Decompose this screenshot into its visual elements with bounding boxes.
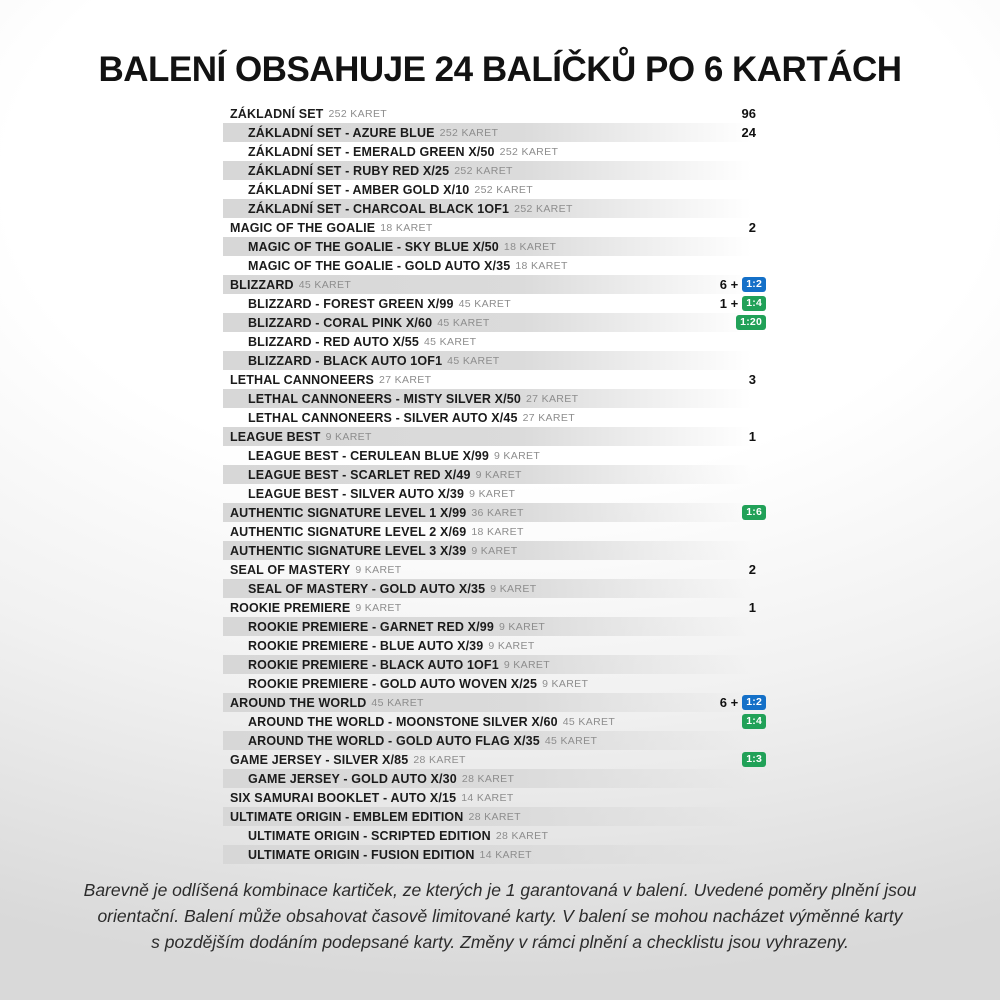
set-name: AUTHENTIC SIGNATURE LEVEL 3 X/39	[230, 543, 467, 558]
quantity-value: 2	[748, 220, 756, 235]
card-count: 28 KARET	[461, 772, 515, 785]
set-name: BLIZZARD - FOREST GREEN X/99	[248, 296, 454, 311]
set-name: LEAGUE BEST - CERULEAN BLUE X/99	[248, 448, 489, 463]
card-count: 9 KARET	[498, 620, 546, 633]
set-name: AROUND THE WORLD - MOONSTONE SILVER X/60	[248, 714, 558, 729]
card-count: 45 KARET	[371, 696, 424, 709]
table-row	[223, 579, 768, 598]
footnote	[0, 877, 1000, 955]
card-count: 9 KARET	[475, 468, 522, 481]
card-count: 9 KARET	[490, 582, 537, 595]
set-name: ZÁKLADNÍ SET - RUBY RED X/25	[248, 163, 450, 178]
card-count: 9 KARET	[493, 449, 541, 462]
pack-quantity	[742, 752, 768, 767]
set-name: LEAGUE BEST	[230, 429, 321, 444]
card-count: 45 KARET	[562, 715, 616, 728]
table-row	[223, 484, 768, 503]
pack-quantity	[742, 714, 768, 729]
pack-quantity	[749, 600, 768, 615]
pack-quantity	[720, 277, 768, 292]
card-count: 18 KARET	[471, 525, 524, 538]
table-row	[223, 427, 768, 446]
table-row	[223, 294, 768, 313]
card-count: 45 KARET	[298, 278, 352, 291]
card-count: 9 KARET	[488, 639, 535, 652]
pack-quantity	[742, 505, 768, 520]
footnote-line-3: s pozdějším dodáním podepsané karty. Změny v rámci plnění a checklistu jsou vyhrazeny.	[151, 932, 849, 952]
set-name: ROOKIE PREMIERE - GOLD AUTO WOVEN X/25	[248, 676, 538, 691]
table-row	[223, 807, 768, 826]
table-row	[223, 332, 768, 351]
table-row	[223, 674, 768, 693]
table-row	[223, 408, 768, 427]
card-count: 252 KARET	[439, 126, 499, 139]
card-count: 14 KARET	[479, 848, 532, 861]
set-name: ZÁKLADNÍ SET - AMBER GOLD X/10	[248, 182, 470, 197]
card-count: 45 KARET	[423, 335, 477, 348]
set-name: GAME JERSEY - SILVER X/85	[230, 752, 409, 767]
table-row	[223, 503, 768, 522]
ratio-badge: 1:6	[742, 505, 766, 520]
table-row	[223, 104, 768, 123]
card-count: 9 KARET	[471, 544, 518, 557]
card-count: 14 KARET	[461, 791, 514, 804]
set-name: BLIZZARD	[230, 277, 294, 292]
set-name: ZÁKLADNÍ SET	[230, 106, 324, 121]
set-name: AROUND THE WORLD - GOLD AUTO FLAG X/35	[248, 733, 540, 748]
card-count: 18 KARET	[515, 259, 568, 272]
card-count: 27 KARET	[522, 411, 575, 424]
ratio-badge: 1:4	[742, 296, 766, 311]
table-row	[223, 845, 768, 864]
set-name: BLIZZARD - CORAL PINK X/60	[248, 315, 433, 330]
table-row	[223, 161, 768, 180]
card-count: 27 KARET	[379, 373, 432, 386]
card-count: 45 KARET	[458, 297, 512, 310]
card-count: 252 KARET	[328, 107, 388, 120]
quantity-value: 24	[741, 125, 756, 140]
quantity-value: 2	[748, 562, 756, 577]
set-name: LEAGUE BEST - SCARLET RED X/49	[248, 467, 471, 482]
table-row	[223, 617, 768, 636]
ratio-badge: 1:2	[742, 695, 766, 710]
checklist	[223, 104, 768, 864]
set-name: MAGIC OF THE GOALIE	[230, 220, 376, 235]
quantity-value: 3	[748, 372, 756, 387]
table-row	[223, 541, 768, 560]
table-row	[223, 598, 768, 617]
card-count: 45 KARET	[544, 734, 598, 747]
card-count: 252 KARET	[474, 183, 534, 196]
ratio-badge: 1:3	[742, 752, 766, 767]
quantity-value: 1	[748, 600, 756, 615]
card-count: 9 KARET	[503, 658, 551, 671]
set-name: LETHAL CANNONEERS	[230, 372, 374, 387]
set-name: GAME JERSEY - GOLD AUTO X/30	[248, 771, 457, 786]
set-name: ROOKIE PREMIERE	[230, 600, 351, 615]
footnote-line-1: Barevně je odlíšená kombinace kartiček, ze kterých je 1 garantovaná v balení. Uvedené poměry plnění jsou	[83, 880, 917, 900]
table-row	[223, 655, 768, 674]
table-row	[223, 788, 768, 807]
footnote-line-2: orientační. Balení může obsahovat časově limitované karty. V balení se mohou nacházet výměnné karty	[97, 906, 903, 926]
set-name: SIX SAMURAI BOOKLET - AUTO X/15	[230, 790, 457, 805]
quantity-value: 96	[741, 106, 756, 121]
set-name: AUTHENTIC SIGNATURE LEVEL 1 X/99	[230, 505, 467, 520]
pack-quantity	[720, 695, 768, 710]
pack-quantity	[742, 125, 768, 140]
pack-quantity	[749, 220, 768, 235]
card-count: 45 KARET	[437, 316, 490, 329]
quantity-value: 1	[748, 429, 756, 444]
table-row	[223, 731, 768, 750]
table-row	[223, 123, 768, 142]
card-count: 9 KARET	[355, 563, 402, 576]
card-count: 252 KARET	[514, 202, 573, 215]
table-row	[223, 237, 768, 256]
card-count: 9 KARET	[355, 601, 402, 614]
set-name: BLIZZARD - BLACK AUTO 1OF1	[248, 353, 443, 368]
pack-quantity	[736, 315, 768, 330]
table-row	[223, 636, 768, 655]
table-row	[223, 465, 768, 484]
table-row	[223, 313, 768, 332]
card-count: 36 KARET	[471, 506, 524, 519]
table-row	[223, 256, 768, 275]
set-name: MAGIC OF THE GOALIE - GOLD AUTO X/35	[248, 258, 511, 273]
table-row	[223, 522, 768, 541]
card-count: 18 KARET	[380, 221, 433, 234]
set-name: AUTHENTIC SIGNATURE LEVEL 2 X/69	[230, 524, 467, 539]
set-name: LEAGUE BEST - SILVER AUTO X/39	[248, 486, 465, 501]
quantity-value: 6 +	[719, 695, 739, 710]
table-row	[223, 275, 768, 294]
card-count: 252 KARET	[499, 145, 559, 158]
set-name: ULTIMATE ORIGIN - FUSION EDITION	[248, 847, 475, 862]
set-name: LETHAL CANNONEERS - MISTY SILVER X/50	[248, 391, 521, 406]
quantity-value: 6 +	[719, 277, 739, 292]
table-row	[223, 370, 768, 389]
card-count: 28 KARET	[468, 810, 521, 823]
pack-quantity	[742, 106, 768, 121]
set-name: ZÁKLADNÍ SET - AZURE BLUE	[248, 125, 435, 140]
table-row	[223, 769, 768, 788]
set-name: LETHAL CANNONEERS - SILVER AUTO X/45	[248, 410, 518, 425]
set-name: ZÁKLADNÍ SET - EMERALD GREEN X/50	[248, 144, 495, 159]
table-row	[223, 351, 768, 370]
table-row	[223, 142, 768, 161]
set-name: ULTIMATE ORIGIN - SCRIPTED EDITION	[248, 828, 491, 843]
table-row	[223, 446, 768, 465]
table-row	[223, 826, 768, 845]
set-name: ROOKIE PREMIERE - GARNET RED X/99	[248, 619, 494, 634]
card-count: 27 KARET	[525, 392, 579, 405]
set-name: ROOKIE PREMIERE - BLACK AUTO 1OF1	[248, 657, 499, 672]
card-count: 9 KARET	[469, 487, 516, 500]
card-count: 9 KARET	[542, 677, 589, 690]
table-row	[223, 693, 768, 712]
set-name: SEAL OF MASTERY	[230, 562, 351, 577]
set-name: ZÁKLADNÍ SET - CHARCOAL BLACK 1OF1	[248, 201, 510, 216]
card-count: 252 KARET	[454, 164, 513, 177]
page-title: BALENÍ OBSAHUJE 24 BALÍČKŮ PO 6 KARTÁCH	[98, 50, 902, 89]
card-count: 45 KARET	[447, 354, 500, 367]
table-row	[223, 712, 768, 731]
pack-quantity	[749, 562, 768, 577]
pack-quantity	[749, 372, 768, 387]
quantity-value: 1 +	[719, 296, 739, 311]
set-name: SEAL OF MASTERY - GOLD AUTO X/35	[248, 581, 486, 596]
card-count: 9 KARET	[325, 430, 372, 443]
set-name: ULTIMATE ORIGIN - EMBLEM EDITION	[230, 809, 464, 824]
card-count: 28 KARET	[495, 829, 549, 842]
ratio-badge: 1:4	[742, 714, 766, 729]
ratio-badge: 1:2	[742, 277, 766, 292]
set-name: MAGIC OF THE GOALIE - SKY BLUE X/50	[248, 239, 499, 254]
pack-quantity	[749, 429, 768, 444]
table-row	[223, 389, 768, 408]
table-row	[223, 560, 768, 579]
table-row	[223, 750, 768, 769]
table-row	[223, 199, 768, 218]
card-count: 18 KARET	[503, 240, 557, 253]
set-name: AROUND THE WORLD	[230, 695, 367, 710]
ratio-badge: 1:20	[736, 315, 766, 330]
set-name: BLIZZARD - RED AUTO X/55	[248, 334, 419, 349]
card-count: 28 KARET	[413, 753, 466, 766]
set-name: ROOKIE PREMIERE - BLUE AUTO X/39	[248, 638, 484, 653]
pack-quantity	[720, 296, 768, 311]
table-row	[223, 180, 768, 199]
table-row	[223, 218, 768, 237]
